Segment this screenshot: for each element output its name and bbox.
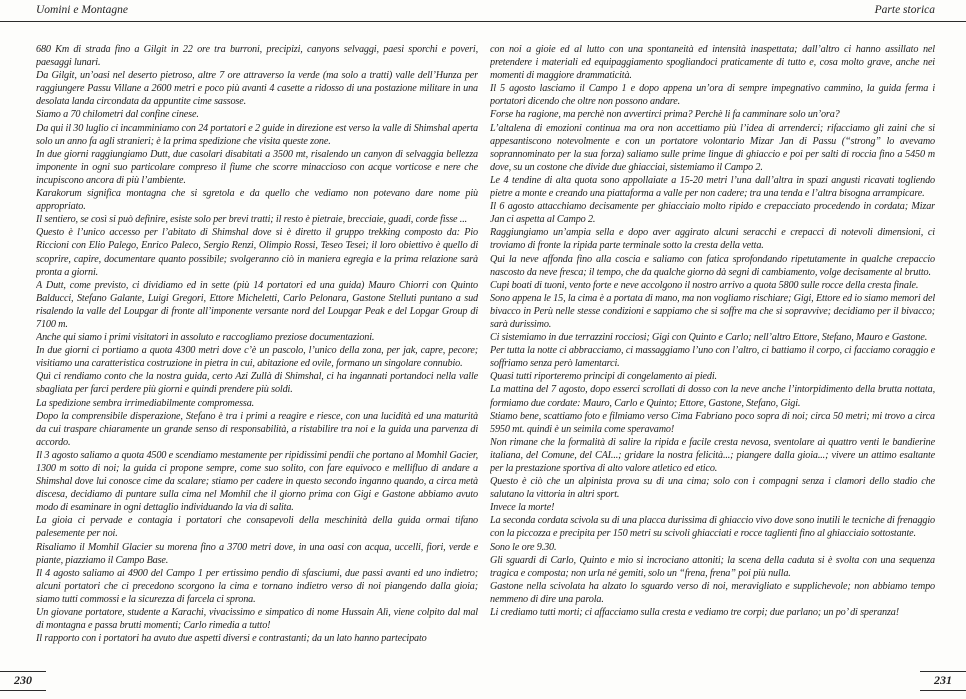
paragraph: Risaliamo il Momhil Glacier su morena fino a 3700 metri dove, in una oasi con acqua, uccelli, fiori, verde e piante, piazziamo il Campo Base.	[36, 541, 478, 566]
paragraph: Il sentiero, se così si può definire, esiste solo per brevi tratti; il resto è pietraie, brecciaie, guadi, corde fisse ...	[36, 214, 468, 226]
paragraph: Ci sistemiamo in due terrazzini rocciosi; Gigi con Quinto e Carlo; nell’altro Ettore, Stefano, Mauro e Gastone.	[490, 332, 928, 344]
paragraph: Il 5 agosto lasciamo il Campo 1 e dopo appena un’ora di sempre impegnativo cammino, la guida ferma i portatori dicendo che oltre non possono andare.	[490, 83, 935, 108]
paragraph: Il 3 agosto saliamo a quota 4500 e scendiamo mestamente per ripidissimi pendii che portano al Momhil Gacier, 1300 m sotto di noi; la guida ci propone sempre, come suo solito, con fare equivoco e mellifluo di andare a Shimshal dove lui conosce cime da scalare; stiamo per cadere in questo secondo inganno quando, a circa metà discesa, decidiamo di puntare sulla cima nel Momhil che il giorno prima con Gigi e Gastone abbiamo avuto modo di esaminare in ogni dettaglio individuando la via di salita.	[36, 449, 478, 514]
paragraph: Da Gilgit, un’oasi nel deserto pietroso, altre 7 ore attraverso la verde (ma solo a tratti) valle dell’Hunza per raggiungere Passu Villane a 2600 metri e poco più avanti 4 casette a ridosso di una postazione militare in una desolata landa circondata da appuntite cime sassose.	[36, 70, 478, 108]
paragraph: Siamo a 70 chilometri dal confine cinese.	[36, 109, 199, 121]
paragraph: Il rapporto con i portatori ha avuto due aspetti diversi e contrastanti; da un lato hanno partecipato	[36, 633, 427, 645]
paragraph: Cupi boati di tuoni, vento forte e neve accolgono il nostro arrivo a quota 5800 sulle rocce della cresta finale.	[490, 279, 919, 291]
paragraph: Dopo la comprensibile disperazione, Stefano è tra i primi a reagire e riesce, con una lucidità ed una maturità da cui traspare chiaramente un grande senso di responsabilità, a ristabilire tra noi e la guida una parvenza di accordo.	[36, 410, 478, 448]
right-page-number: 231	[920, 671, 966, 691]
paragraph: La gioia ci pervade e contagia i portatori che consapevoli della meschinità della guida ormai tifano palesemente per noi.	[36, 515, 478, 540]
right-text-column	[490, 43, 935, 699]
paragraph: Li crediamo tutti morti; ci affacciamo sulla cresta e vediamo tre corpi; due parlano; un po’ di speranza!	[490, 607, 899, 619]
paragraph: La spedizione sembra irrimediabilmente compromessa.	[36, 397, 255, 409]
paragraph: Quasi tutti riporteremo principi di congelamento ai piedi.	[490, 371, 717, 383]
paragraph: Karakorum significa montagna che si sgretola e da quello che vediamo non potevano dare nome più appropriato.	[36, 188, 478, 213]
paragraph: In due giorni raggiungiamo Dutt, due casolari disabitati a 3500 mt, risalendo un canyon di selvaggia bellezza imponente in ogni suo particolare compreso il fiume che scorre minaccioso con acque vorticose e nere che incupiscono ancora di più l’ambiente.	[36, 148, 478, 186]
paragraph: Gastone nella scivolata ha alzato lo sguardo verso di noi, meravigliato e supplichevole; non abbiamo tempo nemmeno di dire una parola.	[490, 580, 935, 605]
page-right	[483, 0, 966, 699]
paragraph: Raggiungiamo un’ampia sella e dopo aver aggirato alcuni seracchi e crepacci di notevoli dimensioni, ci troviamo di fronte la ripida parte terminale sotto la cresta della vetta.	[490, 227, 935, 252]
right-running-title: Parte storica	[874, 4, 935, 16]
paragraph: Sono appena le 15, la cima è a portata di mano, ma non vogliamo rischiare; Gigi, Ettore ed io siamo memori del bivacco in Perù nelle stesse condizioni e sappiamo che si soffre ma che si sopravvive; decidiamo per il bivacco; sarà durissimo.	[490, 292, 935, 330]
paragraph: Qui la neve affonda fino alla coscia e saliamo con fatica sprofondando ripetutamente in qualche crepaccio nascosto da neve fresca; il tempo, che da qualche giorno dà segni di cambiamento, volge decisamente al brutto.	[490, 253, 935, 278]
paragraph: A Dutt, come previsto, ci dividiamo ed in sette (più 14 portatori ed una guida) Mauro Chiorri con Quinto Balducci, Stefano Galante, Luigi Gregori, Ettore Micheletti, Carlo Pelonara, Gastone Stelluti puntano a sud risalendo la valle del Loupgar di fronte all’imponente versante nord del Loupgar Peak e del Lopgar Group di 7100 m.	[36, 279, 478, 330]
paragraph: Questo è ciò che un alpinista prova su di una cima; solo con i compagni senza i clamori dello stadio che salutano la vittoria in altri sport.	[490, 476, 935, 501]
left-text-column	[36, 43, 478, 699]
paragraph: con noi a gioie ed al lutto con una spontaneità ed intensità inaspettata; dall’altro ci hanno assillato nel pretendere i materiali ed equipaggiamento spogliandoci praticamente di tutto e, cosa molto grave, anche nei momenti di maggiore drammaticità.	[490, 44, 935, 82]
paragraph: 680 Km di strada fino a Gilgit in 22 ore tra burroni, precipizi, canyons selvaggi, paesi sporchi e poveri, paesaggi lunari.	[36, 44, 478, 69]
left-page-number: 230	[0, 671, 46, 691]
paragraph: In due giorni ci portiamo a quota 4300 metri dove c’è un pascolo, l’unico della zona, per jak, capre, pecore; visitiamo una caratteristica costruzione in pietra in cui, abitazione ed ovile, formano un singolare connubio.	[36, 345, 478, 370]
paragraph: L’altalena di emozioni continua ma ora non accettiamo più l’idea di arrenderci; rifacciamo gli zaini che si appesantiscono notevolmente e con un portatore volontario Mizar Jan di Passu (“strong” lo avevamo soprannominato per la sua forza) saliamo sulle prime lingue di ghiaccio e poi per salti di roccia fino a 5450 m dove, su un costone che divide due ghiacciai, sistemiamo il Campo 2.	[490, 122, 935, 173]
paragraph: Forse ha ragione, ma perchè non avvertirci prima? Perchè li fa camminare solo un’ora?	[490, 109, 840, 121]
right-header-rule	[483, 0, 966, 22]
paragraph: La seconda cordata scivola su di una placca durissima di ghiaccio vivo dove sono inutili le tecniche di frenaggio con la piccozza e precipita per 150 metri su scivoli ghiacciati e rocce taglienti fino al ghiacciaio sottostante.	[490, 515, 935, 540]
paragraph: Il 4 agosto saliamo ai 4900 del Campo 1 per ertissimo pendio di sfasciumi, due passi avanti ed uno indietro; alcuni portatori che ci precedono scorgono la cima e tornano indietro verso di noi piangendo dalla gioia; siamo tutti commossi e la sicurezza di farcela ci sprona.	[36, 567, 478, 605]
paragraph: Le 4 tendine di alta quota sono appollaiate a 15-20 metri l’una dall’altra in spazi angusti ricavati togliendo pietre a monte e creando una piattaforma a valle per non cadere; tra una tenda e l’altra bisogna arrampicare.	[490, 174, 935, 200]
paragraph: Il 6 agosto attacchiamo decisamente per ghiacciaio molto ripido e crepacciato procedendo in cordata; Mizar Jan ci aspetta al Campo 2.	[490, 201, 935, 226]
paragraph: Per tutta la notte ci abbracciamo, ci massaggiamo l’uno con l’altro, ci battiamo il corpo, ci facciamo coraggio e soffriamo senza però lamentarci.	[490, 345, 935, 370]
paragraph: Gli sguardi di Carlo, Quinto e mio si incrociano attoniti; la scena della caduta si è svolta con una sequenza tragica e composta; non urla né gemiti, solo un “frena, frena” poi più nulla.	[490, 554, 935, 579]
paragraph: Anche qui siamo i primi visitatori in assoluto e raccogliamo preziose documentazioni.	[36, 332, 375, 344]
left-running-title: Uomini e Montagne	[36, 4, 128, 16]
paragraph: Questo è l’unico accesso per l’abitato di Shimshal dove si è diretto il gruppo trekking composto da: Pio Riccioni con Elio Palego, Enrico Paleco, Sergio Renzi, Olimpio Rossi, Teseo Tesei; il loro obiettivo è quello di scoprire, capire, documentare quanto possibile; svolgeranno ciò in maniera egregia e la prima relazione sarà pronta a giorni.	[36, 227, 478, 278]
paragraph: La mattina del 7 agosto, dopo esserci scrollati di dosso con la neve anche l’intorpidimento della brutta nottata, formiamo due cordate: Mauro, Carlo e Quinto; Ettore, Gastone, Stefano, Gigi.	[490, 384, 935, 409]
paragraph: Sono le ore 9.30.	[490, 541, 557, 553]
paragraph: Invece la morte!	[490, 502, 555, 514]
paragraph: Stiamo bene, scattiamo foto e filmiamo verso Cima Fabriano poco sopra di noi; circa 50 metri; mi trovo a circa 5950 mt. quindi è un seimila come speravamo!	[490, 410, 935, 435]
paragraph: Un giovane portatore, studente a Karachi, vivacissimo e simpatico di nome Hussain Alì, viene colpito dal mal di montagna e passa brutti momenti; Carlo rimedia a tutto!	[36, 607, 478, 632]
left-header-rule	[0, 0, 483, 22]
paragraph: Non rimane che la formalità di salire la ripida e facile cresta nevosa, sventolare ai quattro venti le bandierine italiana, del Comune, del CAI...; gridare la nostra felicità...; piangere dalla gioia...; vivere un attimo esaltante per la prestazione sportiva di alto valore atletico ed etico.	[490, 436, 935, 474]
paragraph: Quì ci rendiamo conto che la nostra guida, certo Azi Zullà di Shimshal, ci ha ingannati portandoci nella valle sbagliata per farci perdere più giorni e quindi prendere più soldi.	[36, 371, 478, 396]
paragraph: Da qui il 30 luglio ci incamminiamo con 24 portatori e 2 guide in direzione est verso la valle di Shimshal aperta solo un anno fa agli stranieri; è la prima spedizione che visita queste zone.	[36, 122, 478, 147]
